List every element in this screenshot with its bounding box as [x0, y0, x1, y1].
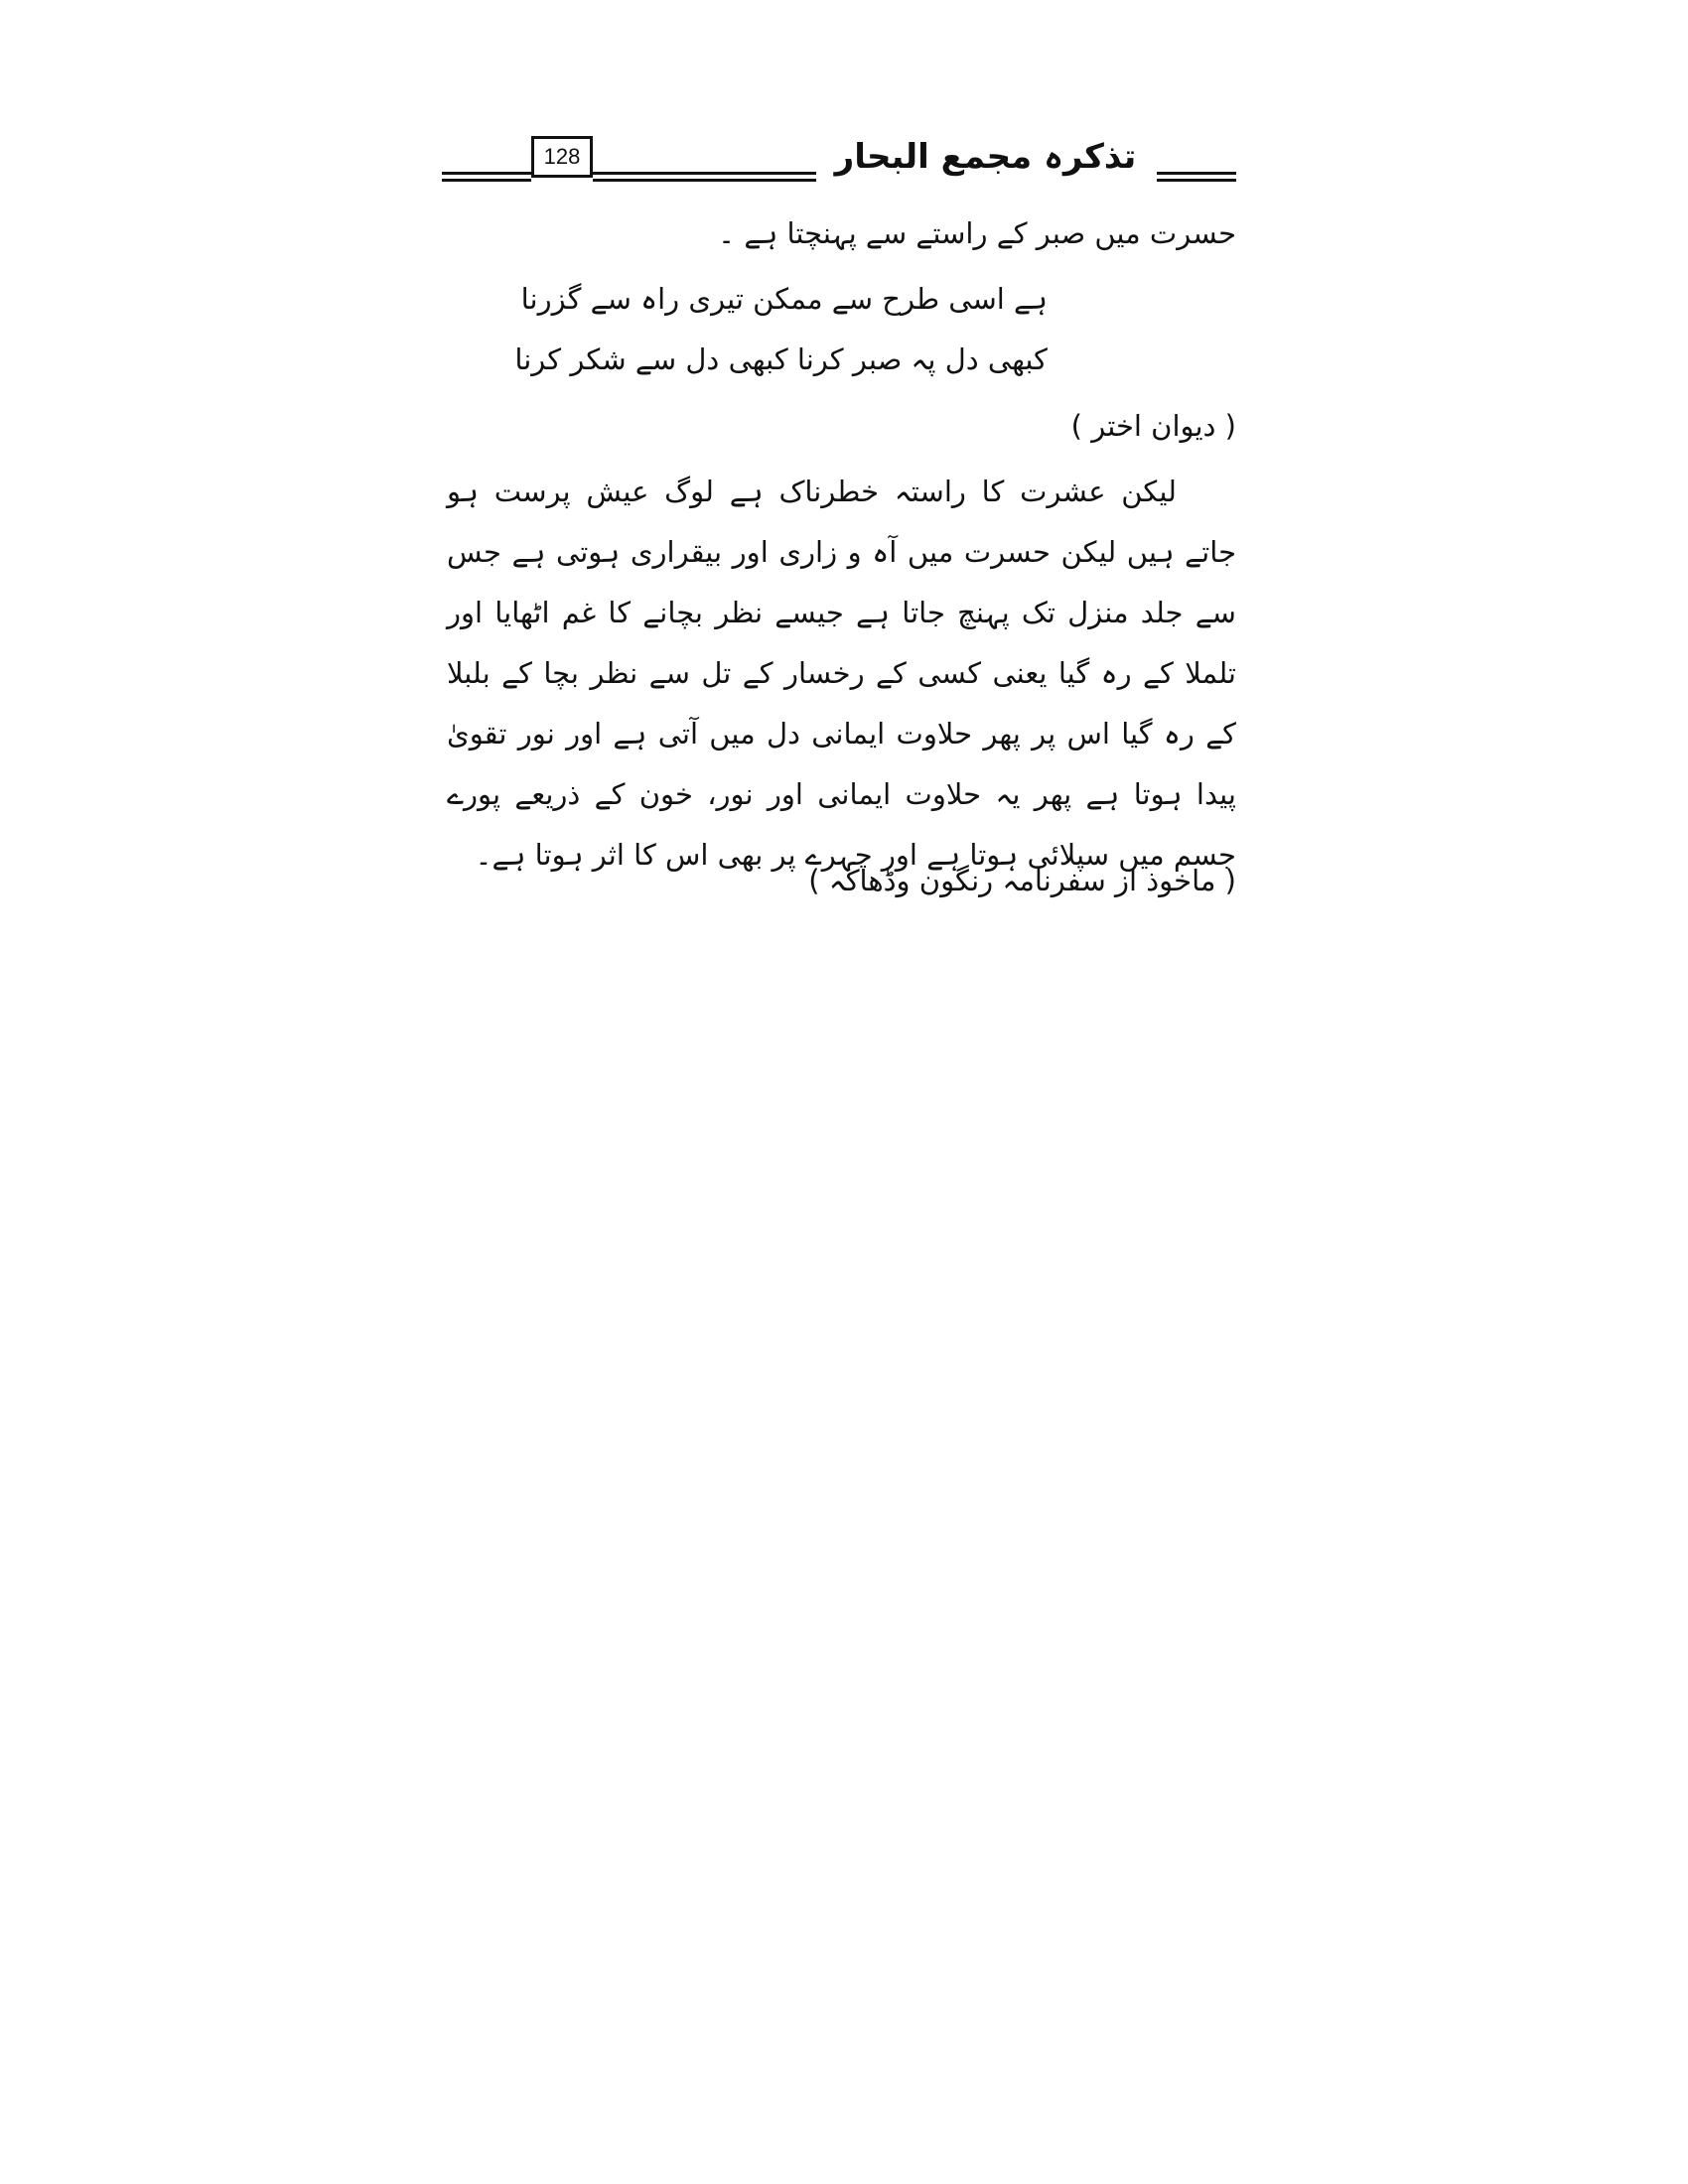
verse-line-2: کبھی دل پہ صبر کرنا کبھی دل سے شکر کرنا	[514, 342, 1048, 376]
body-paragraph	[447, 462, 1236, 886]
page-header	[442, 134, 1236, 194]
intro-line: حسرت میں صبر کے راستے سے پہنچتا ہے ۔	[718, 216, 1236, 250]
source-citation: ( ماخوذ از سفرنامہ رنگون وڈھاکہ )	[808, 864, 1236, 897]
header-rule-middle	[593, 172, 816, 182]
verse-citation: ( دیوان اختر )	[1070, 409, 1236, 443]
verse-line-1: ہے اسی طرح سے ممکن تیری راہ سے گزرنا	[520, 282, 1048, 316]
paragraph-text: لیکن عشرت کا راستہ خطرناک ہے لوگ عیش پرست ہو جاتے ہیں لیکن حسرت میں آہ و زاری اور بیقراری ہوتی ہے جس سے جلد منزل تک پہنچ جاتا ہے جیسے نظر بچانے کا غم اٹھایا اور تلملا کے رہ گیا یعنی کسی کے رخسار کے تل سے نظر بچا کے بلبلا کے رہ گیا اس پر پھر حلاوت ایمانی دل میں آتی ہے اور نور تقویٰ پیدا ہوتا ہے پھر یہ حلاوت ایمانی اور نور، خون کے ذریعے پورے جسم میں سپلائی ہوتا ہے اور چہرے پر بھی اس کا اثر ہوتا ہے۔	[447, 475, 1236, 872]
header-rule-left	[442, 172, 531, 182]
page-number: 128	[531, 136, 593, 178]
header-rule-right	[1157, 172, 1236, 182]
book-title: تذکرہ مجمع البحار	[834, 137, 1137, 177]
